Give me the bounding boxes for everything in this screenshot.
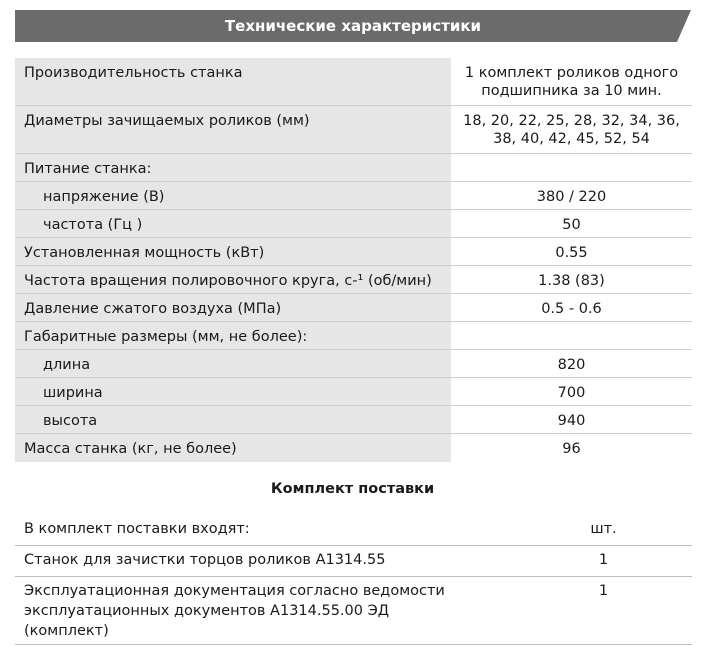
spec-row-frequency: [15, 210, 692, 238]
spec-value: 0.5 - 0.6: [541, 301, 602, 317]
spec-row-power-supply: [15, 154, 692, 182]
spec-row-installed-power: [15, 238, 692, 266]
spec-label: Производительность станка: [15, 58, 451, 105]
spec-row-height: [15, 406, 692, 434]
kit-label: Станок для зачистки торцов роликов А1314.55: [24, 552, 386, 568]
spec-row-width: [15, 378, 692, 406]
spec-label: Диаметры зачищаемых роликов (мм): [15, 106, 451, 153]
spec-label: длина: [15, 350, 451, 377]
kit-label-line: (комплект): [24, 623, 109, 639]
kit-label-line: эксплуатационных документов А1314.55.00 ЭД: [24, 603, 390, 619]
spec-value: 940: [557, 413, 586, 429]
spec-value: 50: [562, 217, 581, 233]
spec-value: [451, 58, 692, 105]
spec-value: 0.55: [555, 245, 588, 261]
spec-value: 820: [557, 357, 586, 373]
spec-value-line: 1 комплект роликов одного: [464, 65, 679, 81]
spec-row-dimensions: [15, 322, 692, 350]
spec-value: 96: [562, 441, 581, 457]
spec-label: Частота вращения полировочного круга, с-¹ (об/мин): [15, 266, 451, 293]
kit-label: [15, 577, 515, 644]
spec-label: Питание станка:: [15, 154, 451, 181]
spec-value: 1.38 (83): [538, 273, 605, 289]
spec-value: 380 / 220: [536, 189, 607, 205]
kit-section-title: Комплект поставки: [270, 481, 435, 497]
spec-row-productivity: [15, 58, 692, 106]
spec-label: Давление сжатого воздуха (МПа): [15, 294, 451, 321]
kit-label-line: Эксплуатационная документация согласно ведомости: [24, 583, 445, 599]
spec-value: [451, 106, 692, 153]
kit-qty: 1: [598, 583, 609, 599]
spec-value-line: подшипника за 10 мин.: [481, 83, 662, 99]
spec-row-air-pressure: [15, 294, 692, 322]
spec-value-line: 18, 20, 22, 25, 28, 32, 34, 36,: [463, 113, 680, 129]
kit-label: В комплект поставки входят:: [24, 521, 250, 537]
header-title: Технические характеристики: [224, 17, 482, 35]
spec-value: 700: [557, 385, 586, 401]
spec-row-rotation-speed: [15, 266, 692, 294]
kit-qty: шт.: [590, 521, 617, 537]
kit-row-documentation: [15, 577, 692, 645]
spec-label: напряжение (В): [15, 182, 451, 209]
spec-value-line: 38, 40, 42, 45, 52, 54: [493, 131, 650, 147]
spec-row-diameters: [15, 106, 692, 154]
kit-qty: 1: [598, 552, 609, 568]
spec-row-mass: [15, 434, 692, 462]
kit-row-header: [15, 515, 692, 546]
kit-row-machine: [15, 546, 692, 577]
spec-label: высота: [15, 406, 451, 433]
spec-label: Масса станка (кг, не более): [15, 434, 451, 462]
spec-row-length: [15, 350, 692, 378]
spec-label: ширина: [15, 378, 451, 405]
specs-header: [15, 10, 691, 42]
spec-label: частота (Гц ): [15, 210, 451, 237]
kit-table: [15, 515, 692, 645]
specs-table: [15, 58, 692, 462]
spec-label: Габаритные размеры (мм, не более):: [15, 322, 451, 349]
spec-row-voltage: [15, 182, 692, 210]
spec-label: Установленная мощность (кВт): [15, 238, 451, 265]
spec-value: [451, 322, 692, 349]
spec-value: [451, 154, 692, 181]
